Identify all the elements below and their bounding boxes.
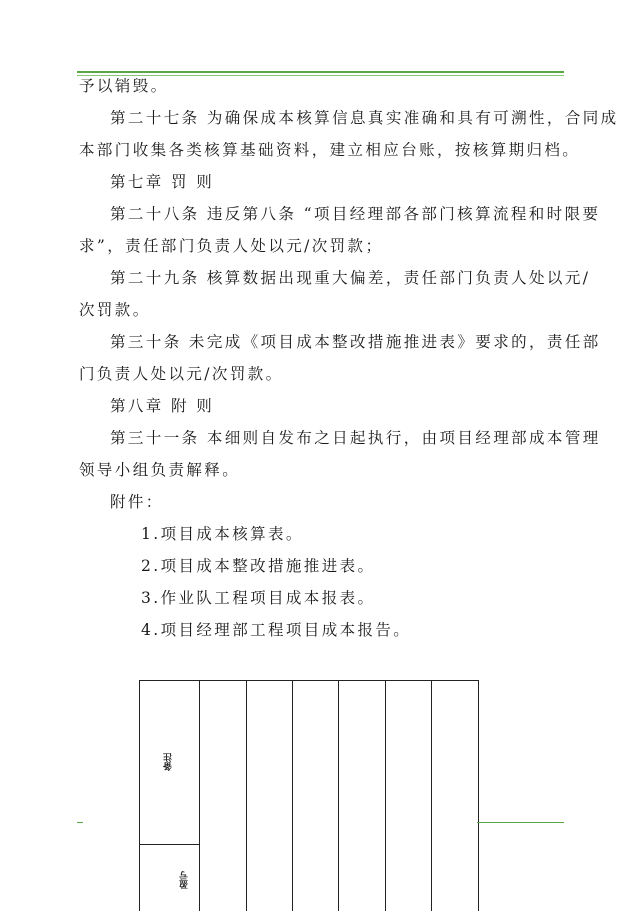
article-28-line-1: 第二十八条 违反第八条 “项目经理部各部门核算流程和时限要 — [110, 205, 601, 223]
article-30-line-2: 门负责人处以元/次罚款。 — [79, 365, 284, 383]
cost-table — [139, 680, 479, 911]
table-column-divider — [292, 681, 293, 911]
table-row-divider — [140, 844, 200, 845]
footer-rule-right — [477, 822, 564, 823]
table-column-divider — [431, 681, 432, 911]
attachment-item: 4.项目经理部工程项目成本报告。 — [141, 621, 412, 639]
header-rule — [77, 71, 564, 73]
article-27-line-2: 本部门收集各类核算基础资料，建立相应台账，按核算期归档。 — [79, 141, 581, 159]
article-31-line-2: 领导小组负责解释。 — [79, 461, 241, 479]
article-29-line-2: 次罚款。 — [79, 301, 151, 319]
table-column-divider — [199, 681, 200, 911]
article-28-line-2: 求”，责任部门负责人处以元/次罚款； — [79, 237, 384, 255]
attachments-heading: 附件： — [110, 493, 164, 511]
article-31-line-1: 第三十一条 本细则自发布之日起执行，由项目经理部成本管理 — [110, 429, 601, 447]
table-header-remark: 备注 — [164, 753, 174, 771]
table-column-divider — [385, 681, 386, 911]
article-27-line-1: 第二十七条 为确保成本核算信息真实准确和具有可溯性，合同成 — [110, 109, 619, 127]
article-29-line-1: 第二十九条 核算数据出现重大偏差，责任部门负责人处以元/ — [110, 269, 591, 287]
table-column-divider — [338, 681, 339, 911]
attachment-item: 3.作业队工程项目成本报表。 — [141, 589, 376, 607]
text-line: 予以销毁。 — [79, 77, 169, 95]
footer-rule-left — [77, 822, 83, 823]
attachment-item: 2.项目成本整改措施推进表。 — [141, 557, 376, 575]
chapter-7-heading: 第七章 罚 则 — [110, 173, 215, 191]
table-header-profit: 盈亏 — [180, 871, 190, 889]
article-30-line-1: 第三十条 未完成《项目成本整改措施推进表》要求的，责任部 — [110, 333, 601, 351]
table-column-divider — [246, 681, 247, 911]
chapter-8-heading: 第八章 附 则 — [110, 397, 215, 415]
attachment-item: 1.项目成本核算表。 — [141, 525, 304, 543]
